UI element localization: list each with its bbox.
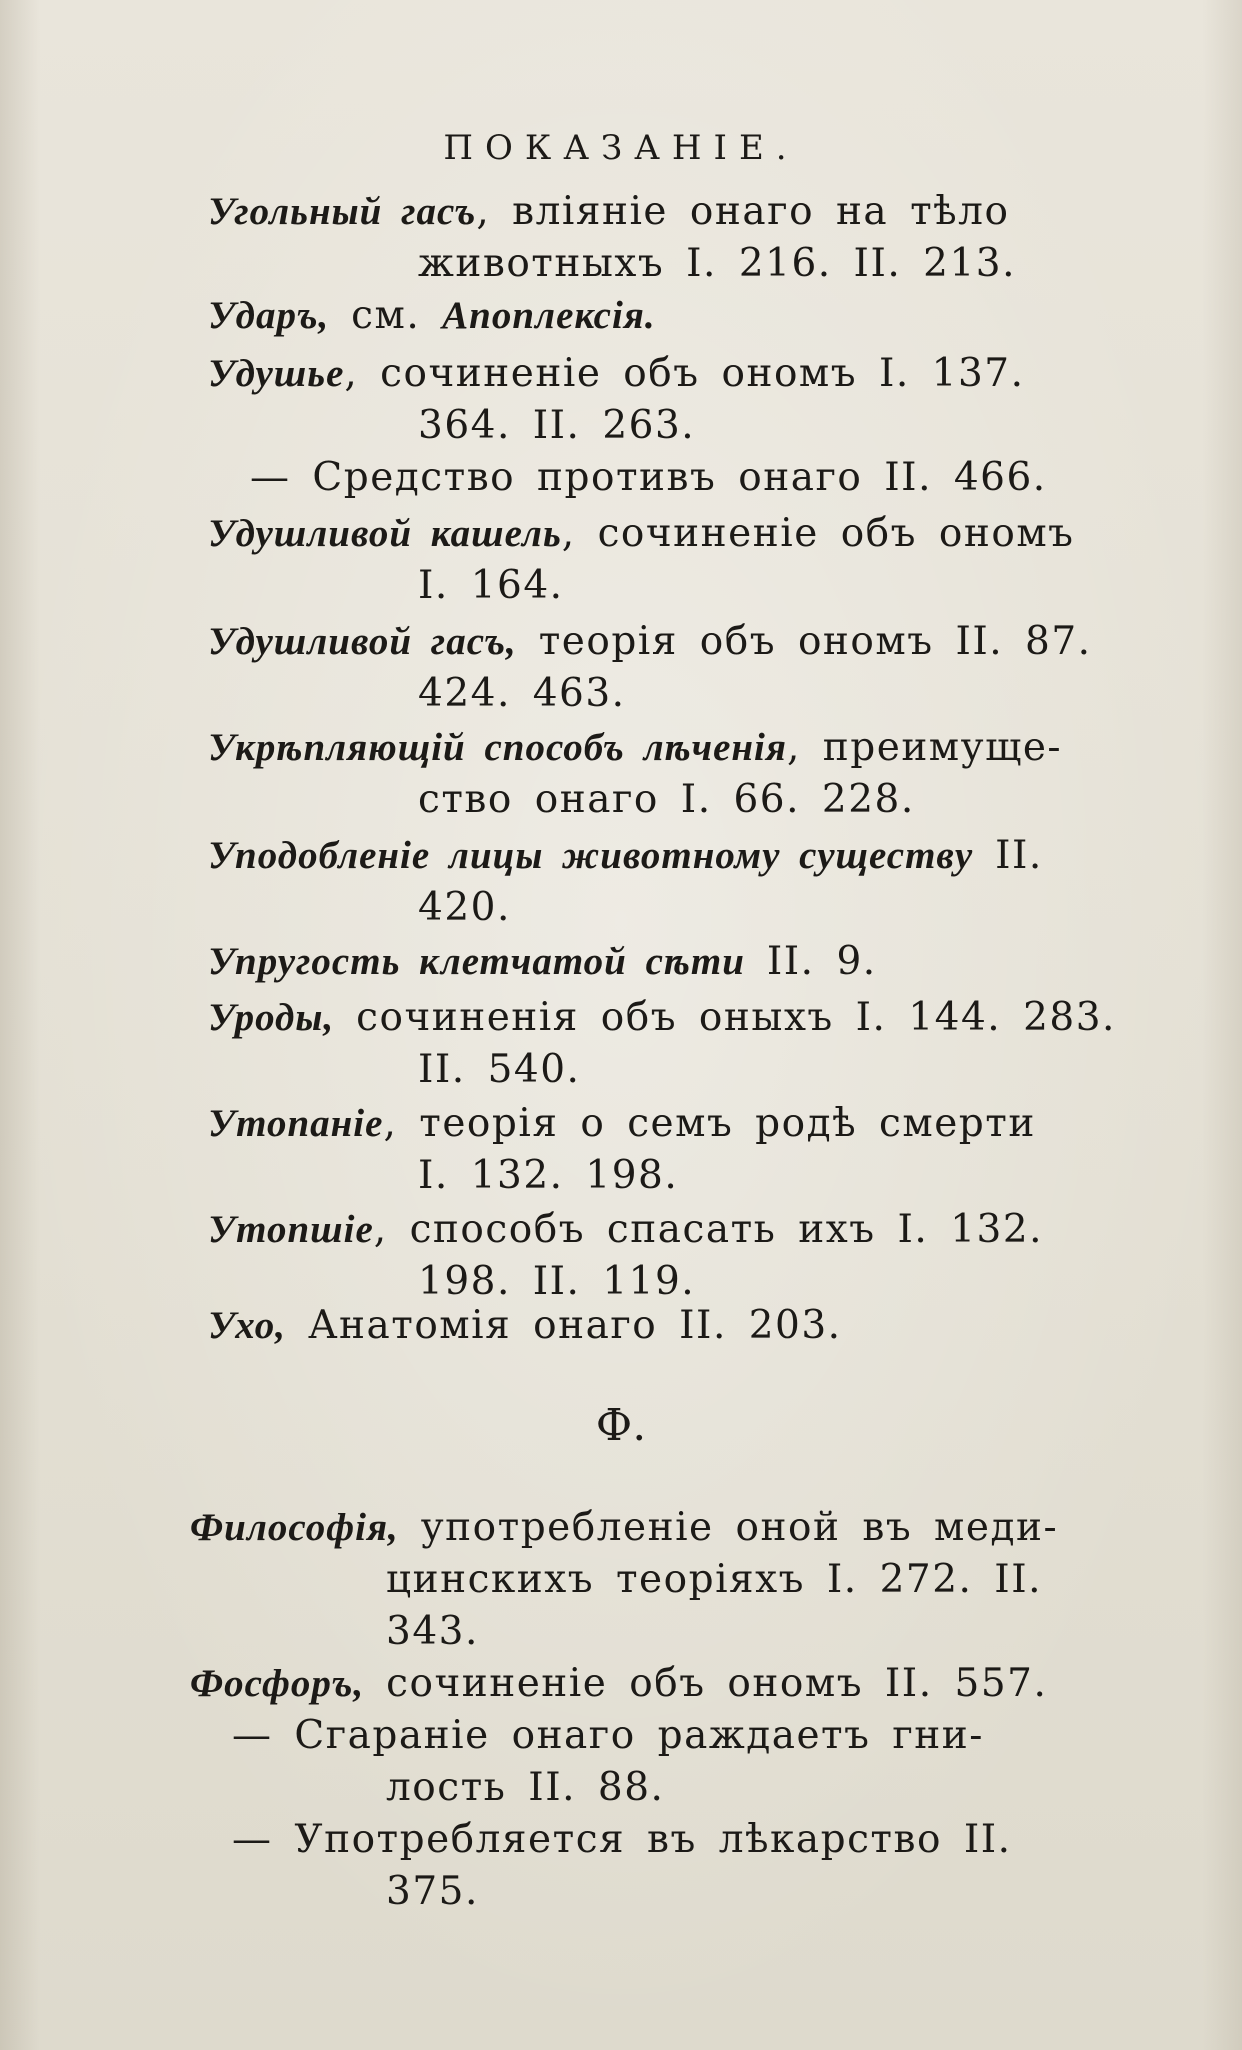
page-edge-shadow-right <box>1202 0 1242 2050</box>
index-entry-text: , вліяніе онаго на тѣло <box>476 189 1010 234</box>
section-letter-heading: Ф. <box>595 1400 647 1451</box>
index-entry-text: II. 9. <box>744 939 877 984</box>
index-entry-continuation: II. 540. <box>418 1047 581 1092</box>
index-entry-continuation: лость II. 88. <box>386 1765 665 1810</box>
index-term: Утопшіе <box>208 1208 374 1251</box>
index-subentry: — Употребляется въ лѣкарство II. <box>232 1817 1012 1862</box>
index-entry-text: , преимуще- <box>786 725 1063 770</box>
index-entry-line <box>208 1100 1036 1148</box>
page-edge-shadow-left <box>0 0 40 2050</box>
index-entry-line <box>208 724 1062 772</box>
index-entry-continuation: I. 164. <box>418 563 564 608</box>
index-term: Ударъ, <box>208 294 330 337</box>
index-entry-continuation: 420. <box>418 885 511 930</box>
index-term: Уроды, <box>208 996 335 1039</box>
index-term: Укрѣпляющій способъ лѣченія <box>208 726 787 769</box>
index-entry-line <box>190 1504 1058 1552</box>
index-entry-text: теорія объ ономъ II. 87. <box>516 619 1092 664</box>
index-entry-line <box>208 994 1116 1042</box>
index-entry-text: сочиненіе объ ономъ II. 557. <box>364 1661 1048 1706</box>
index-term: Уподобленіе лицы животному существу <box>208 834 974 877</box>
index-term: Удушье <box>208 352 345 395</box>
index-term: Философія, <box>190 1506 399 1549</box>
index-term: Фосфоръ, <box>190 1662 365 1705</box>
index-term: Утопаніе <box>208 1102 384 1145</box>
index-entry-continuation: 198. II. 119. <box>418 1259 696 1304</box>
index-entry-continuation: 424. 463. <box>418 671 626 716</box>
index-entry-text: Анатомія онаго II. 203. <box>286 1303 842 1348</box>
index-entry-text: , сочиненіе объ ономъ <box>561 511 1075 556</box>
index-entry-continuation: животныхъ I. 216. II. 213. <box>418 241 1016 286</box>
index-cross-reference: Апоплексія. <box>442 294 656 337</box>
index-subentry: — Сгараніе онаго раждаетъ гни- <box>232 1713 984 1758</box>
index-term: Удушливой кашель <box>208 512 562 555</box>
index-entry-continuation: цинскихъ теоріяхъ I. 272. II. <box>386 1557 1043 1602</box>
index-entry-continuation: I. 132. 198. <box>418 1153 679 1198</box>
index-entry-line <box>208 1206 1043 1254</box>
index-entry-continuation: ство онаго I. 66. 228. <box>418 777 915 822</box>
index-entry-continuation: 343. <box>386 1609 479 1654</box>
index-entry-text: II. <box>973 833 1043 878</box>
index-entry-line <box>208 292 656 340</box>
index-entry-text: , способъ спасать ихъ I. 132. <box>373 1207 1044 1252</box>
index-entry-line <box>208 1302 842 1350</box>
index-entry-text: употребленіе оной въ меди- <box>398 1505 1059 1550</box>
index-term: Удушливой гасъ, <box>208 620 517 663</box>
index-term: Угольный гасъ <box>208 190 477 233</box>
index-entry-continuation: 364. II. 263. <box>418 403 696 448</box>
index-entry-line <box>208 938 877 986</box>
index-subentry: — Средство противъ онаго II. 466. <box>250 455 1047 500</box>
index-entry-text: , теорія о семъ родѣ смерти <box>383 1101 1036 1146</box>
index-entry-text: см. <box>329 293 443 338</box>
index-entry-line <box>190 1660 1047 1708</box>
index-entry-line <box>208 510 1074 558</box>
index-entry-text: , сочиненіе объ ономъ I. 137. <box>344 351 1025 396</box>
index-entry-line <box>208 350 1025 398</box>
index-entry-line <box>208 188 1009 236</box>
index-entry-continuation: 375. <box>386 1869 479 1914</box>
index-term: Упругость клетчатой сѣти <box>208 940 745 983</box>
page-header: ПОКАЗАНІЕ. <box>443 128 799 168</box>
index-entry-text: сочиненія объ оныхъ I. 144. 283. <box>334 995 1116 1040</box>
index-entry-line <box>208 832 1043 880</box>
index-entry-line <box>208 618 1092 666</box>
index-term: Ухо, <box>208 1304 287 1347</box>
